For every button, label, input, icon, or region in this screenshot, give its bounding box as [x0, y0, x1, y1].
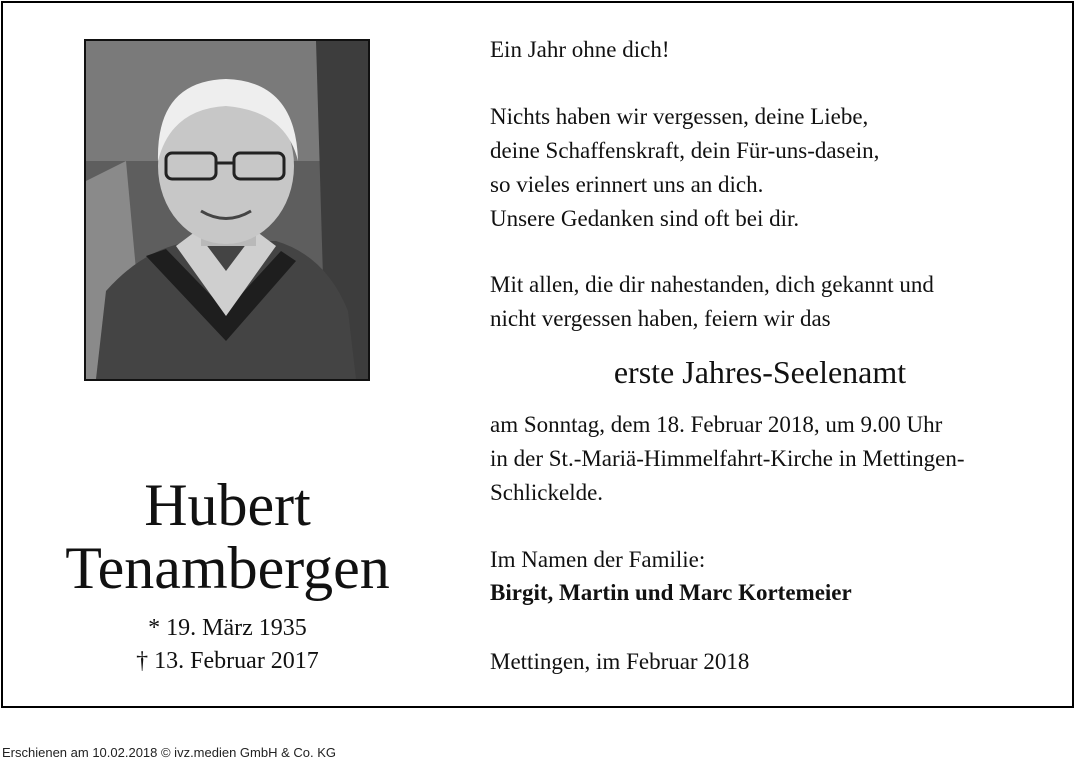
place-date: Mettingen, im Februar 2018 [490, 649, 750, 674]
portrait-photo [84, 39, 370, 381]
family-intro: Im Namen der Familie: [490, 547, 706, 572]
poem-line: Nichts haben wir vergessen, deine Liebe, [490, 104, 869, 129]
poem-line: so vieles erinnert uns an dich. [490, 172, 764, 197]
details-line: in der St.-Mariä-Himmelfahrt-Kirche in Mettingen- [490, 446, 965, 471]
poem-line: Unsere Gedanken sind oft bei dir. [490, 206, 800, 231]
invite-line: Mit allen, die dir nahestanden, dich gekannt und [490, 272, 934, 297]
death-date: † 13. Februar 2017 [136, 648, 319, 674]
publication-footer: Erschienen am 10.02.2018 © ivz.medien GmbH & Co. KG [2, 745, 337, 760]
poem-line: deine Schaffenskraft, dein Für-uns-dasein, [490, 138, 880, 163]
invite-line: nicht vergessen haben, feiern wir das [490, 306, 831, 331]
birth-date: * 19. März 1935 [148, 615, 307, 641]
details-line: Schlickelde. [490, 480, 604, 505]
details-line: am Sonntag, dem 18. Februar 2018, um 9.00 Uhr [490, 412, 943, 437]
intro-line: Ein Jahr ohne dich! [490, 37, 670, 62]
event-title: erste Jahres-Seelenamt [613, 354, 907, 390]
deceased-first-name: Hubert [144, 472, 311, 538]
family-names: Birgit, Martin und Marc Kortemeier [490, 580, 852, 605]
deceased-last-name: Tenambergen [65, 535, 390, 601]
